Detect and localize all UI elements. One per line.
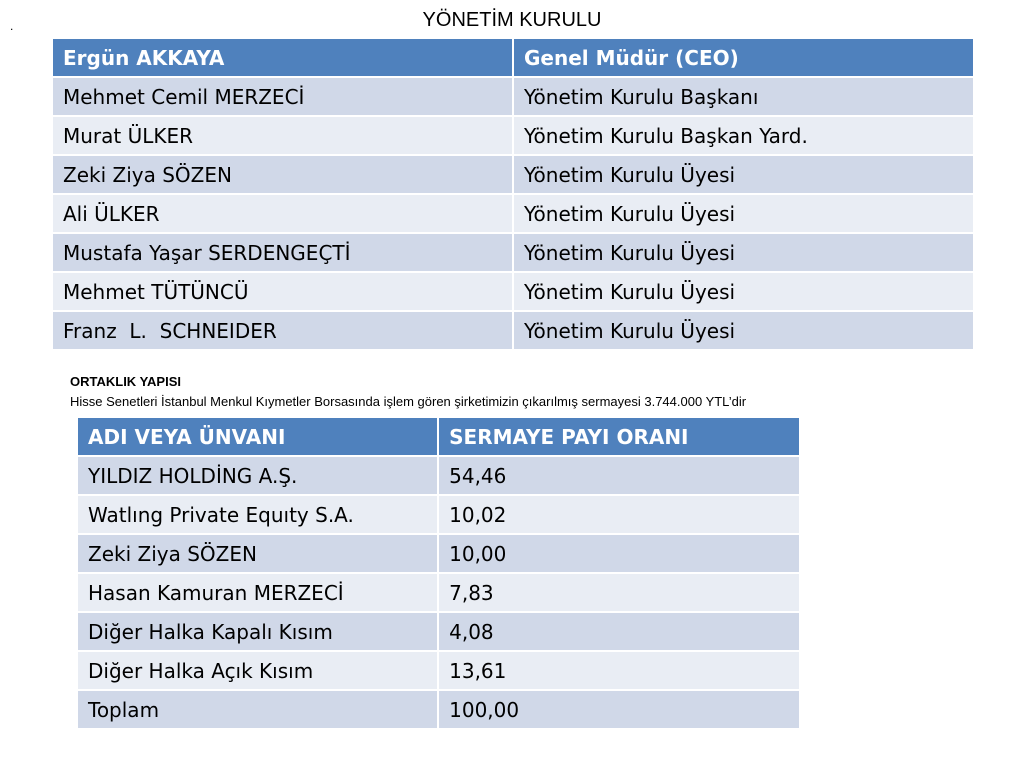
member-name: Mehmet TÜTÜNCÜ [52, 272, 513, 311]
table-row [77, 456, 800, 495]
ownership-description: Hisse Senetleri İstanbul Menkul Kıymetler Borsasında işlem gören şirketimizin çıkarılmış sermayesi 3.744.000 YTL’dir [70, 394, 747, 409]
table-row [77, 690, 800, 729]
member-role: Yönetim Kurulu Üyesi [513, 272, 974, 311]
slide-marker: . [10, 19, 14, 33]
member-name: Mehmet Cemil MERZECİ [52, 77, 513, 116]
member-role: Yönetim Kurulu Başkanı [513, 77, 974, 116]
table-row [52, 155, 974, 194]
member-name: Franz L. SCHNEIDER [52, 311, 513, 350]
shareholder-share: 100,00 [438, 690, 800, 729]
member-role: Yönetim Kurulu Üyesi [513, 233, 974, 272]
shareholder-name: Zeki Ziya SÖZEN [77, 534, 438, 573]
shareholder-share: 7,83 [438, 573, 800, 612]
page-title: YÖNETİM KURULU [422, 9, 602, 31]
shareholder-share: 54,46 [438, 456, 800, 495]
member-name: Ali ÜLKER [52, 194, 513, 233]
shareholder-share: 13,61 [438, 651, 800, 690]
table-row [77, 612, 800, 651]
ownership-header-row [77, 417, 800, 456]
table-row [77, 651, 800, 690]
shareholder-name: Diğer Halka Açık Kısım [77, 651, 438, 690]
table-row [52, 311, 974, 350]
shareholder-share: 10,02 [438, 495, 800, 534]
member-role: Yönetim Kurulu Üyesi [513, 194, 974, 233]
board-header-row [52, 38, 974, 77]
shareholder-name: Toplam [77, 690, 438, 729]
shareholder-name: Watlıng Private Equıty S.A. [77, 495, 438, 534]
member-role: Yönetim Kurulu Üyesi [513, 311, 974, 350]
member-name: Mustafa Yaşar SERDENGEÇTİ [52, 233, 513, 272]
member-role: Yönetim Kurulu Üyesi [513, 155, 974, 194]
table-row [52, 194, 974, 233]
ownership-header-share: SERMAYE PAYI ORANI [438, 417, 800, 456]
shareholder-name: Hasan Kamuran MERZECİ [77, 573, 438, 612]
shareholder-share: 4,08 [438, 612, 800, 651]
board-table [51, 37, 975, 351]
table-row [77, 573, 800, 612]
table-row [52, 233, 974, 272]
member-role: Yönetim Kurulu Başkan Yard. [513, 116, 974, 155]
table-row [77, 495, 800, 534]
board-header-role: Genel Müdür (CEO) [513, 38, 974, 77]
table-row [52, 116, 974, 155]
board-header-name: Ergün AKKAYA [52, 38, 513, 77]
shareholder-share: 10,00 [438, 534, 800, 573]
shareholder-name: Diğer Halka Kapalı Kısım [77, 612, 438, 651]
table-row [52, 272, 974, 311]
member-name: Zeki Ziya SÖZEN [52, 155, 513, 194]
ownership-heading: ORTAKLIK YAPISI [70, 374, 182, 389]
ownership-header-name: ADI VEYA ÜNVANI [77, 417, 438, 456]
member-name: Murat ÜLKER [52, 116, 513, 155]
table-row [77, 534, 800, 573]
ownership-table [76, 416, 801, 730]
shareholder-name: YILDIZ HOLDİNG A.Ş. [77, 456, 438, 495]
table-row [52, 77, 974, 116]
